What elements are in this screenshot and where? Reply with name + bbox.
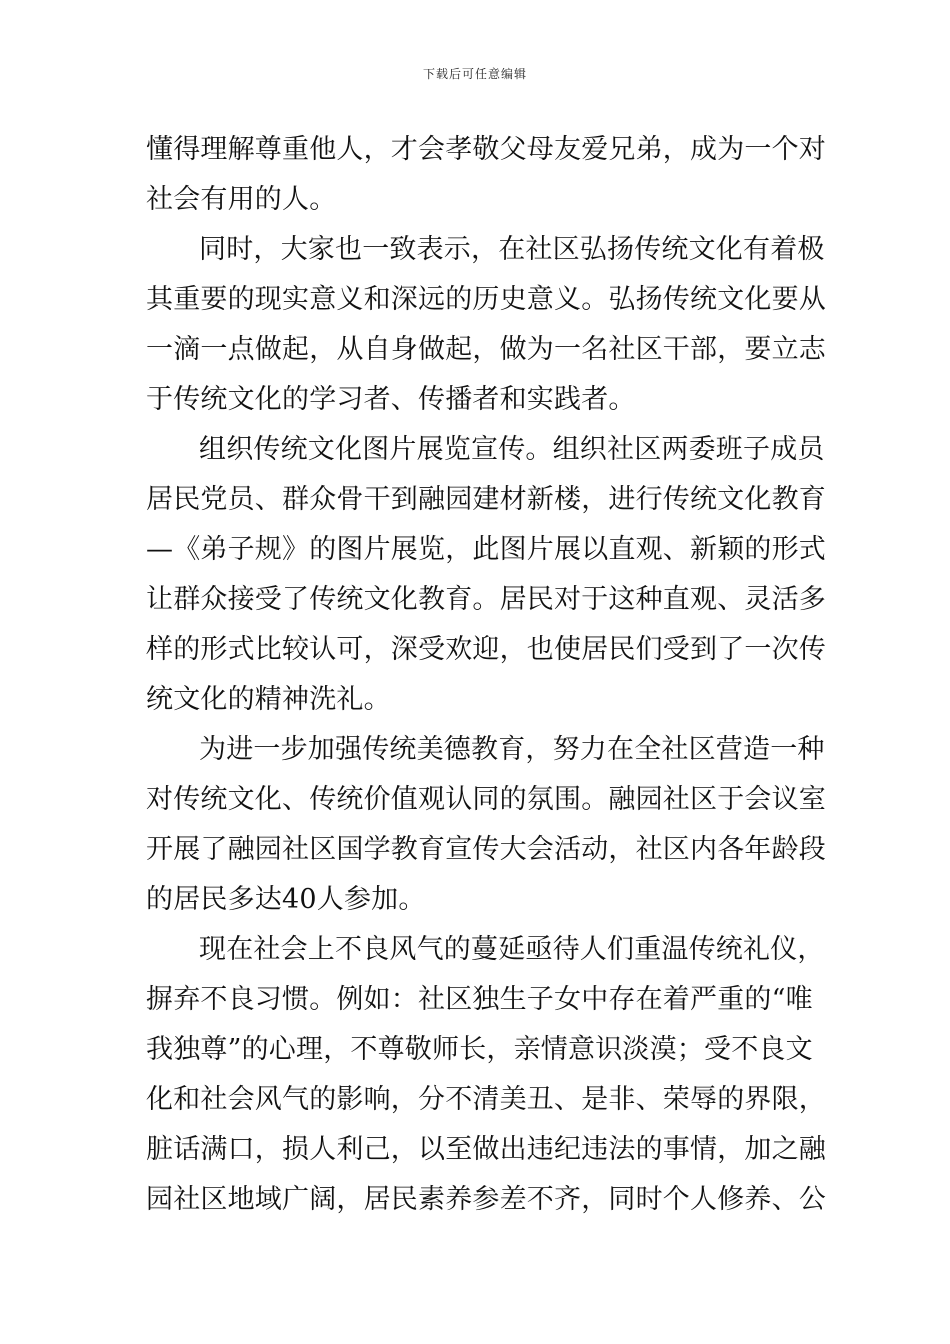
body-line: 统文化的精神洗礼。 bbox=[146, 684, 391, 715]
body-line: 于传统文化的学习者、传播者和实践者。 bbox=[146, 384, 636, 415]
body-line: —《弟子规》的图片展览，此图片展以直观、新颖的形式 bbox=[146, 534, 826, 565]
body-line: 对传统文化、传统价值观认同的氛围。融园社区于会议室 bbox=[146, 784, 826, 815]
body-line: 懂得理解尊重他人，才会孝敬父母友爱兄弟，成为一个对 bbox=[146, 134, 826, 165]
body-line: 一滴一点做起，从自身做起，做为一名社区干部，要立志 bbox=[146, 334, 826, 365]
body-line: 我独尊”的心理，不尊敬师长，亲情意识淡漠；受不良文 bbox=[146, 1034, 813, 1065]
body-line: 让群众接受了传统文化教育。居民对于这种直观、灵活多 bbox=[146, 584, 826, 615]
paragraph-start-line: 为进一步加强传统美德教育，努力在全社区营造一种 bbox=[199, 734, 825, 765]
body-line: 开展了融园社区国学教育宣传大会活动，社区内各年龄段 bbox=[146, 834, 826, 865]
paragraph-start-line: 组织传统文化图片展览宣传。组织社区两委班子成员 bbox=[199, 434, 825, 465]
page-header: 下载后可任意编辑 bbox=[422, 67, 527, 81]
body-line: 脏话满口，损人利己，以至做出违纪违法的事情，加之融 bbox=[146, 1134, 826, 1165]
body-line: 社会有用的人。 bbox=[146, 184, 337, 215]
body-line: 园社区地域广阔，居民素养参差不齐，同时个人修养、公 bbox=[146, 1184, 826, 1215]
body-line: 其重要的现实意义和深远的历史意义。弘扬传统文化要从 bbox=[146, 284, 826, 315]
paragraph-start-line: 现在社会上不良风气的蔓延亟待人们重温传统礼仪， bbox=[199, 934, 825, 965]
body-line: 摒弃不良习惯。例如：社区独生子女中存在着严重的“唯 bbox=[146, 984, 813, 1015]
body-line: 的居民多达40人参加。 bbox=[146, 884, 426, 915]
body-line: 居民党员、群众骨干到融园建材新楼，进行传统文化教育 bbox=[146, 484, 826, 515]
paragraph-start-line: 同时，大家也一致表示，在社区弘扬传统文化有着极 bbox=[199, 234, 825, 265]
body-line: 化和社会风气的影响，分不清美丑、是非、荣辱的界限， bbox=[146, 1084, 826, 1115]
body-line: 样的形式比较认可，深受欢迎，也使居民们受到了一次传 bbox=[146, 634, 826, 665]
